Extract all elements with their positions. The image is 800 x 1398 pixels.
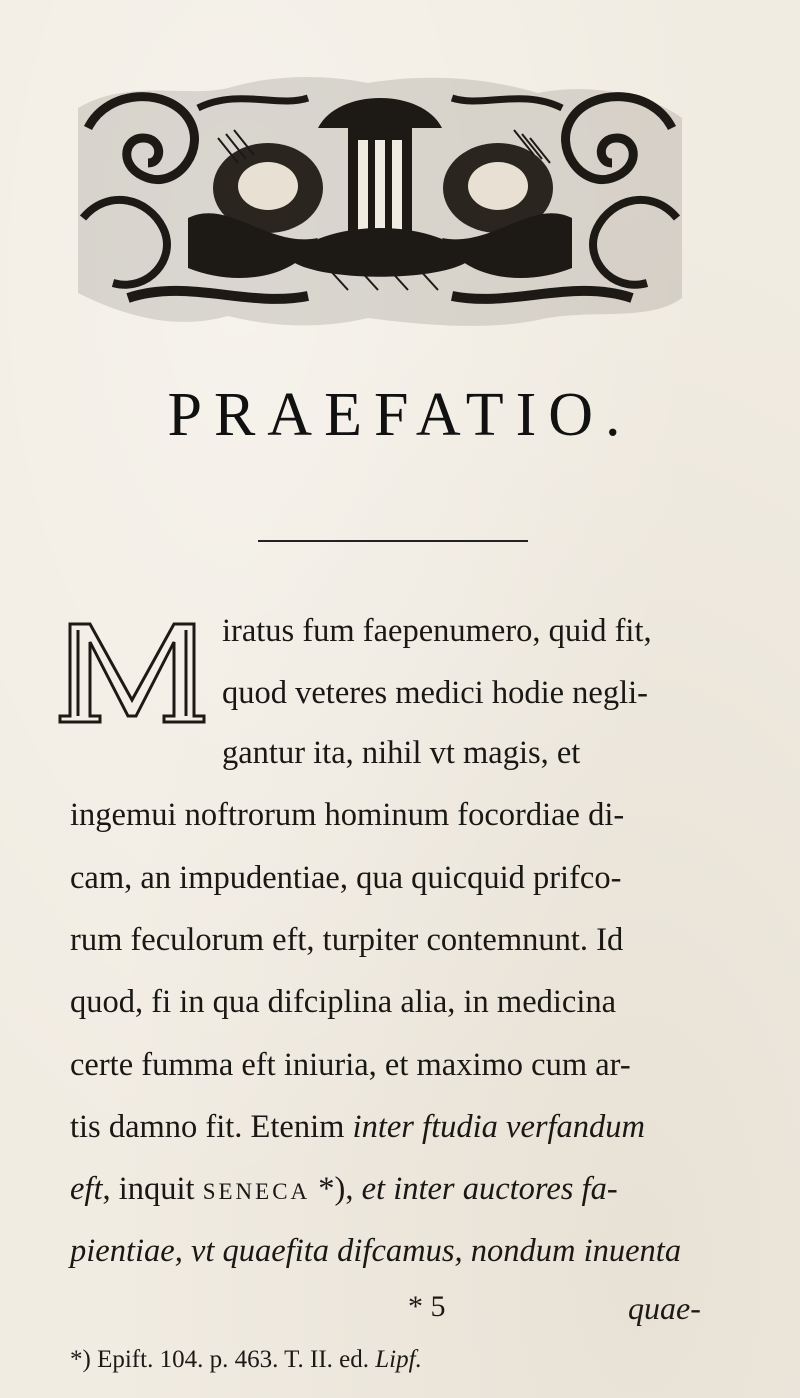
drop-capital-m <box>56 620 208 726</box>
page-title: PRAEFATIO. <box>167 381 633 449</box>
text-line-5: cam, an impudentiae, qua quicquid prifco- <box>70 860 622 896</box>
text-line-10-plain-1: , inquit <box>102 1171 203 1207</box>
text-line-4: ingemui noftrorum hominum focordiae di- <box>70 797 625 833</box>
catchword: quae- <box>628 1290 701 1326</box>
footnote <box>70 1346 422 1374</box>
text-line-10 <box>70 1171 720 1208</box>
text-line-9-italic: inter ftudia verfandum <box>352 1109 646 1145</box>
text-line-10-italic-1: eft <box>70 1171 103 1207</box>
text-line-3: gantur ita, nihil vt magis, et <box>222 735 581 771</box>
text-line-10-plain-2: *), <box>310 1171 362 1207</box>
text-line-1: iratus fum faepenumero, quid fit, <box>222 613 652 649</box>
footnote-italic: Lipf. <box>375 1346 422 1373</box>
text-line-9-plain: tis damno fit. Etenim <box>70 1109 353 1145</box>
text-line-6: rum feculorum eft, turpiter contemnunt. Id <box>70 922 624 958</box>
text-line-8: certe fumma eft iniuria, et maximo cum ar- <box>70 1047 631 1083</box>
ornamental-headpiece-image <box>68 68 692 336</box>
author-name-seneca: seneca <box>202 1171 311 1207</box>
text-line-9 <box>70 1109 720 1146</box>
text-line-11: pientiae, vt quaefita difcamus, nondum inuenta <box>70 1233 682 1269</box>
signature-mark: * 5 <box>408 1290 446 1323</box>
title-divider-rule <box>258 540 528 542</box>
text-line-7: quod, fi in qua difciplina alia, in medicina <box>70 984 617 1020</box>
footnote-text: *) Epift. 104. p. 463. T. II. ed. <box>70 1346 376 1373</box>
text-line-2: quod veteres medici hodie negli- <box>222 675 648 711</box>
text-line-10-italic-2: et inter auctores fa- <box>361 1171 618 1207</box>
